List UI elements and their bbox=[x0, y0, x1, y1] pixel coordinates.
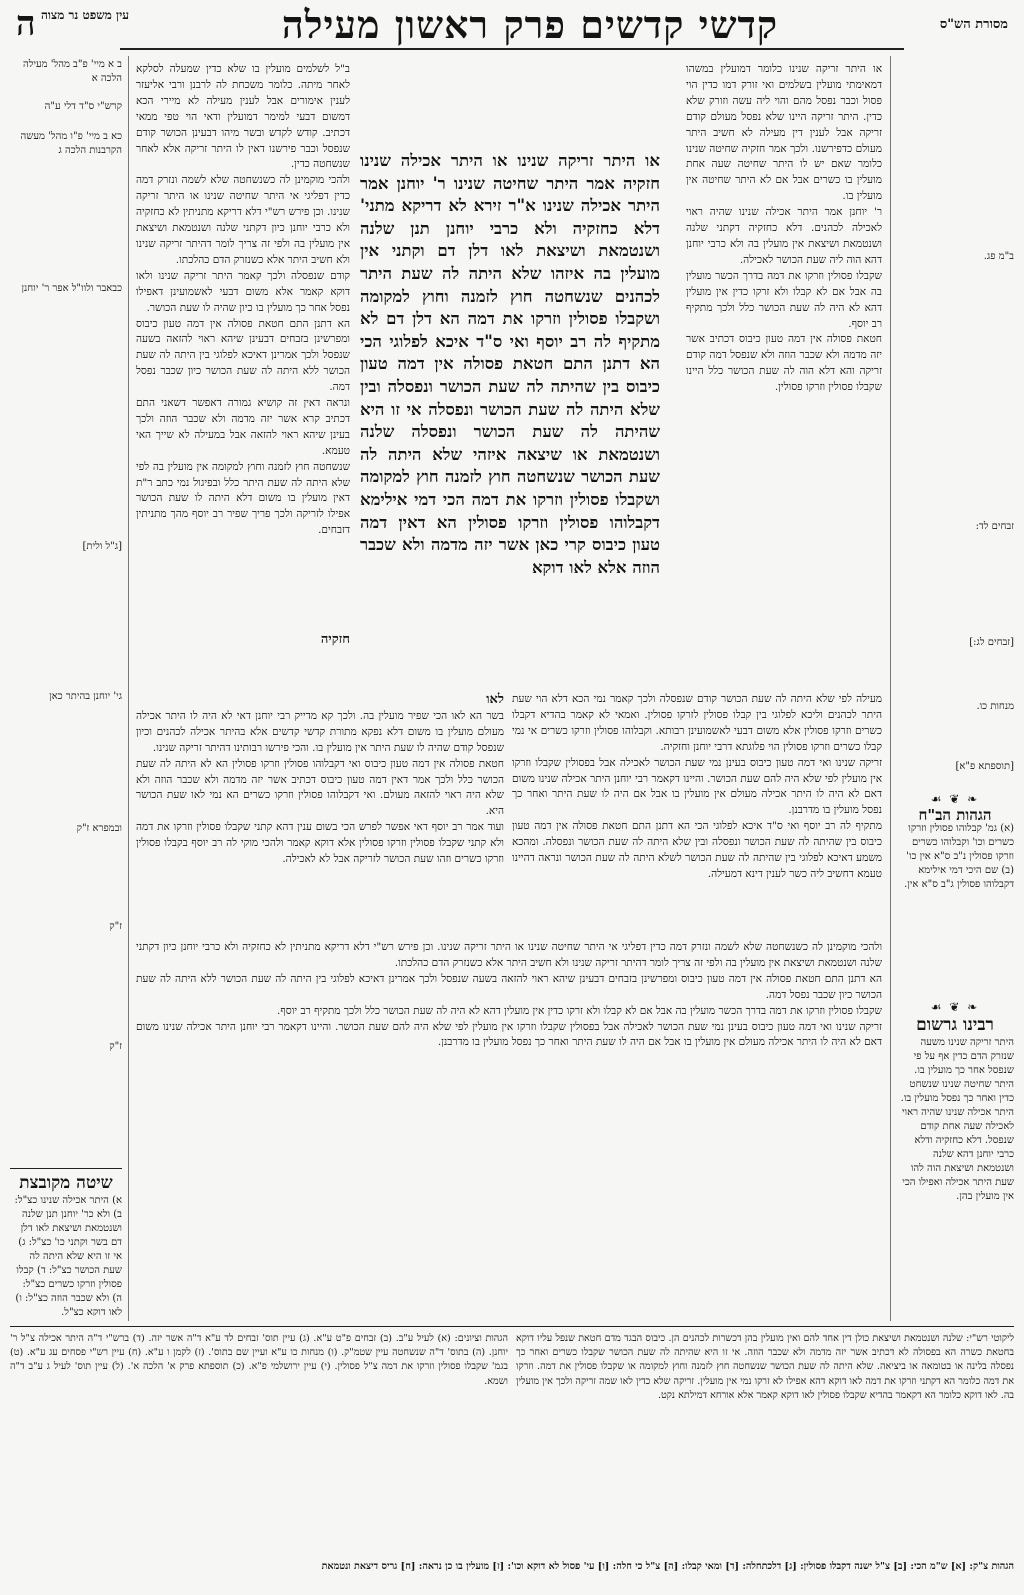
ein-mishpat-note: ובמפרא ז"ק bbox=[76, 823, 122, 834]
ein-mishpat-note: כא ב מיי' פ"ו מהל' מעשה הקרבנות הלכה ג bbox=[20, 131, 122, 156]
masoret-note: ב"מ פג. bbox=[983, 251, 1014, 262]
tosafot-paragraph: הא דתנן התם חטאת פסולה אין דמה טעון כיבוס ומפרשינן בזבחים דבעינן שיהא ראוי להזאה בשעה שנפסל ולכך אמרינן דאיכא לפלוגי בין היתה לה שעת הכושר ללא היתה לה שעת הכושר כיון שכבר נפסל דמה. bbox=[136, 317, 350, 394]
tosafot-column bbox=[136, 62, 350, 674]
lower-commentary-right bbox=[512, 692, 882, 934]
shita-mekubetzet-text: א) היתר אכילה שנינו כצ"ל: ב) ולא כר' יוחנן תנן שלנה ושנטמאת ושיצאת לאו דלן דם בשר וקתני כו' כצ"ל: ג) אי זו היא שלא היתה לה שעת הכושר כצ"ל: ד) קבלו פסולין וזרקו כשרים כצ"ל: ה) ולא שכבר הוזה כצ"ל: ו) לאו דוקא כצ"ל. bbox=[14, 1195, 122, 1316]
rashi-paragraph: ר' יוחנן אמר היתר אכילה שנינו שהיה ראוי לאכילה לכהנים. דלא כחזקיה דקתני שלנה ושנטמאת ושיצאת אין מועלין בה ולא כרבי יוחנן דהא הוה ליה שעת הכושר לאכילה. bbox=[686, 206, 882, 266]
masoret-hashas-label: מסורת הש"ס bbox=[939, 17, 1008, 32]
left-margin-rule bbox=[128, 56, 129, 1321]
tosafot-paragraph: ונראה דאין זה קושיא גמורה דאפשר דשאני התם דכתיב קרא אשר יזה מדמה ולא שכבר הוזה ולכך בעינן שיהא ראוי להזאה אבל במעילה לא שייך האי טעמא. bbox=[136, 397, 350, 457]
masoret-note: זבחים לד: bbox=[975, 521, 1014, 532]
lower-commentary-left bbox=[136, 692, 504, 934]
footnotes-left bbox=[10, 1332, 508, 1552]
hagahot-habach bbox=[896, 808, 1014, 892]
masoret-note: [תוספתא פ"א] bbox=[955, 761, 1014, 772]
commentary-paragraph: מעילה לפי שלא היתה לה שעת הכושר קודם שנפסלה ולכך קאמר נמי הכא דלא הוי שעת היתר לכהנים וליכא לפלוגי בין קבלו פסולין לזרקו פסולין. ואמאי לא קאמר בהדיא דקבלו כשרים וזרקו פסולין אלא משום דבעי לאשמועינן רבותא. וקבלוהו פסולין וזרקו כשרים אי נמי קבלו כשרים וזרקו פסולין הוי פלוגתא דרבי יוחנן וחזקיה. bbox=[512, 693, 882, 753]
right-margin-rule bbox=[890, 56, 891, 1321]
ein-mishpat-note: [ג"ל ולית] bbox=[82, 541, 122, 552]
tosafot-keyword-block bbox=[136, 632, 350, 682]
commentary-paragraph: שקבלו פסולין וזרקו את דמה בדרך הכשר מועלין בה אבל אם לא קבלו ולא זרקו כדין אין מועלין דהא לא היה לה שעת הכושר כלל ולכך מתקיף רב יוסף. bbox=[277, 1004, 882, 1017]
rashi-keyword: לאו bbox=[486, 692, 504, 707]
page-title: קדשי קדשים פרק ראשון מעילה bbox=[281, 2, 779, 47]
shita-mekubetzet-title: שיטה מקובצת bbox=[19, 1176, 113, 1193]
rashi-column bbox=[686, 62, 882, 682]
footnote-text: הגהות וציונים: (א) לעיל ע"ב. (ב) זבחים פ"ט ע"א. (ג) עיין תוס' זבחים לד ע"א ד"ה אשר יזה. (ד) ברש"י ד"ה היתר אכילה צ"ל ר' יוחנן. (ה) בתוס' ד"ה שנשחטה עיין שטמ"ק. (ו) מנחות כו ע"א ועיין שם בתוס'. (ז) לקמן ו ע"א. (ח) עיין רש"י פסחים עג ע"א. (ט) בגמ' שקבלו פסולין וזרקו את דמה צ"ל פסולין. (י) עיין ירושלמי פ"א. (כ) תוספתא פרק א' הלכה א'. (ל) עיין תוס' לעיל ג ע"ב ד"ה ושמא. bbox=[10, 1333, 508, 1387]
commentary-paragraph: זריקה שנינו ואי דמה טעון כיבוס בעינן נמי שעת הכושר לאכילה אבל בפסולין שקבלו וזרקו אין מועלין לפי שלא היה להם שעת הכושר. והיינו דקאמר רבי יוחנן היתר אכילה שנינו משום דאם לא היה לו היתר אכילה מעולם אין מועלין בו אבל אם היה לו שעת היתר ואחר כך נפסל מועלין בו מדרבנן. bbox=[136, 1020, 882, 1049]
commentary-paragraph: בשר הא לאו הכי שפיר מועלין בה. ולכך קא מדייק רבי יוחנן דאי לא היה לו היתר אכילה מעולם מועלין בו משום דלא נפקא מתורת קדשי קדשים אלא בהיתר אכילה לכהנים וכיון שנפסל קודם שהיה לו שעת היתר אין מועלין בו. והכי פירשו רבותינו דהיתר זריקה שנינו. bbox=[136, 709, 504, 754]
masoret-note: [זבחים לג:] bbox=[969, 637, 1014, 648]
tosafot-paragraph: ולהכי מוקמינן לה כשנשחטה שלא לשמה ונזרק דמה כדין דפליגי אי היתר שחיטה שנינו או היתר זריקה שנינו. וכן פירש רש"י דלא דריקא מתניתין לא כחזקיה ולא כרבי יוחנן כיון דקתני שלנה ושנטמאת ושיצאת אין מועלין בה ולפי זה צריך לומר דהיתר זריקה שנינו ולא חשיב היתר אלא כשנזרק הדם כהלכתו. bbox=[136, 174, 350, 266]
hagahot-tzion bbox=[10, 1560, 1014, 1590]
commentary-paragraph: ועוד אמר רב יוסף דאי אפשר לפרש הכי בשום ענין דהא קתני שקבלו פסולין וזרקו את דמה ולא קתני שקבלו פסולין וזרקו פסולין אלא דוקא קאמר ולהכי מוקי לה רב יוסף בקבלו פסולין וזרקו כשרים וזהו שעת הכושר לזריקה אבל לא לאכילה. bbox=[136, 821, 504, 866]
ein-mishpat-note: ב א מיי' פ"ב מהל' מעילה הלכה א bbox=[22, 59, 122, 84]
folio-number: ה bbox=[16, 4, 36, 44]
ein-mishpat-note: ז"ק bbox=[109, 921, 122, 932]
ein-mishpat-note: ז"ק bbox=[109, 1041, 122, 1052]
ornament-divider: ❧ ❦ ☙ bbox=[930, 792, 980, 806]
commentary-paragraph: זריקה שנינו ואי דמה טעון כיבוס בעינן נמי שעת הכושר לאכילה אבל בפסולין שקבלו וזרקו אין מועלין לפי שלא היה להם שעת הכושר. והיינו דקאמר רבי יוחנן היתר אכילה שנינו משום דאם לא היה לו היתר אכילה מעולם אין מועלין בו אבל אם היה לו שעת היתר ואחר כך נפסל מועלין בו מדרבנן. bbox=[512, 756, 882, 817]
masoret-note: מנחות כו. bbox=[976, 701, 1014, 712]
gemara-paragraph: או היתר זריקה שנינו או היתר אכילה שנינו חזקיה אמר היתר שחיטה שנינו ר' יוחנן אמר היתר אכילה שנינו א"ר זירא לא דריקא מתני' דלא כחזקיה ולא כרבי יוחנן תנן שלנה ושנטמאת ושיצאת לאו דלן דם וקתני אין מועלין בה איזהו שלא היתה לה שעת היתר לכהנים שנשחטה חוץ לזמנה וחוץ למקומה ושקבלו פסולין וזרקו את דמה הא דלן דם לא מתקיף לה רב יוסף ואי ס"ד איכא לפלוגי הכי הא דתנן התם חטאת פסולה אין דמה טעון כיבוס בין שהיתה לה שעת הכושר ונפסלה ובין שלא היתה לה שעת הכושר ונפסלה אי זו היא שהיתה לה שעת הכושר ונפסלה שלנה ושנטמאת או שיצאה איזהי שלא היתה לה שעת הכושר שנשחטה חוץ לזמנה חוץ למקומה ושקבלו פסולין וזרקו את דמה הכי דמי אילימא דקבלוהו פסולין וזרקו פסולין הא דאין דמה טעון כיבוס קרי כאן אשר יזה מדמה ולא שכבר הוזה אלא לאו דוקא bbox=[360, 151, 660, 577]
hagahot-habach-text: (א) גמ' קבלוהו פסולין וזרקו כשרים וכו' וקבלוהו כשרים וזרקו פסולין נ"ב ס"א אין כו' (ב) שם היכי דמי אילימא דקבלוהו פסולין ג"ב ס"א אין. bbox=[904, 823, 1014, 890]
rashi-paragraph: שקבלו פסולין וזרקו את דמה בדרך הכשר מועלין בה אבל אם לא קבלו ולא זרקו כדין אין מועלין דהא לא היה לה שעת הכושר כלל ולכך מתקיף רב יוסף. bbox=[686, 269, 882, 330]
tosafot-keyword: חזקיה bbox=[320, 632, 350, 647]
hagahot-tzion-text: הגהות צ"ק: [א] ש"מ הכי: [ב] צ"ל ישנה דקבלו פסולין: [ג] דלכתחלה: [ד] ומאי קבלו: [ה] צ"ל כי חלה: [ו] עי' פסול לא דוקא וכו': [ז] מועלין בו כן נראה: [ח] גריס דיצאת ונטמאת bbox=[321, 1561, 1014, 1572]
rashi-paragraph: חטאת פסולה אין דמה טעון כיבוס דכתיב אשר יזה מדמה ולא שכבר הוזה ולא שנפסל דמה קודם זריקה והא דלא הוה לה שעת הכושר כלל היינו שקבלו פסולין וזרקו פסולין. bbox=[686, 333, 882, 394]
ornament-divider: ❧ ❦ ☙ bbox=[930, 1000, 980, 1014]
tosafot-paragraph: קודם שנפסלה ולכך קאמר היתר זריקה שנינו ולאו דוקא קאמר אלא משום דבעי לאשמועינן דאפילו נפסל אחר כך מועלין בו כיון שהיה לו שעת הכושר. bbox=[136, 269, 350, 314]
gemara-text bbox=[360, 150, 660, 579]
shita-divider bbox=[10, 1168, 122, 1169]
commentary-paragraph: מתקיף לה רב יוסף ואי ס"ד איכא לפלוגי הכי הא דתנן התם חטאת פסולה אין דמה טעון כיבוס בין שהיתה לה שעת הכושר ונפסלה ובין שלא היתה לה שעת הכושר ונפסלה. ומהכא משמע דאיכא לפלוגי בין שהיתה לה שעת הכושר לשלא היתה לה שעת הכושר ונראה דהיינו טעמא דחשיב ליה כשר לענין דינא דמעילה. bbox=[512, 820, 882, 880]
rabbeinu-gershom-title: רבינו גרשום bbox=[916, 1018, 994, 1035]
ein-mishpat-note: קרש"י ס"ד דלי ע"ה bbox=[44, 101, 122, 112]
rashi-paragraph: או היתר זריקה שנינו כלומר דמועלין במשהו דמאימתי מועלין בשלמים ואי זורק דמו כדין הוי פסול וכבר נפסל מהם והוי ליה עשה וזורק שלא כדין. היתר זריקה היינו שלא נפסל מעולם קודם זריקה אבל לענין דין מעילה לא חשיב היתר מעולם כדפירשנו. ולכך אמר חזקיה שחיטה שנינו כלומר שאם יש לו היתר שחיטה שעה אחת מועלין בו כשרים אבל אם לא היתר שחיטה אין מועלין בו. bbox=[686, 63, 882, 203]
footnotes-right bbox=[516, 1332, 1014, 1552]
commentary-paragraph: ולהכי מוקמינן לה כשנשחטה שלא לשמה ונזרק דמה כדין דפליגי אי היתר שחיטה שנינו או היתר זריקה שנינו. וכן פירש רש"י דלא דריקא מתניתין לא כחזקיה ולא כרבי יוחנן כיון דקתני שלנה ושנטמאת ושיצאת אין מועלין בה ולפי זה צריך לומר דהיתר זריקה שנינו ולא חשיב היתר אלא כשנזרק הדם כהלכתו. bbox=[136, 941, 882, 969]
commentary-paragraph: חטאת פסולה אין דמה טעון כיבוס ואי דקבלוהו פסולין וזרקו פסולין הא לא היתה לה שעת הכושר כלל ולכך אמר דאין דמה טעון כיבוס דכתיב אשר יזה מדמה ולא שכבר הוזה ולא שלא היה ראוי להזאה מעולם. ואי דקבלוהו פסולין וזרקו כשרים הא נמי לאו שעת הכושר היא. bbox=[136, 757, 504, 818]
rabbeinu-gershom bbox=[896, 1018, 1014, 1318]
tosafot-paragraph: ב"ל לשלמים מועלין בו שלא כדין שמעלה לסלקא לאחר מיתה. כלומר משכחת לה לרבנן ורבי אליעזר לענין אימורים אבל לענין מעילה לא מיירי הכא דמשום דבעי למימר דמועלין ודאי הוי טפי ממאי דכתיב. קודש לקדש ובשר מיהו דבעינן הכושר קודם שנפסל וכבר פירשנו דאין לו היתר זריקה אלא לאחר שנשחטה כדין. bbox=[136, 63, 350, 171]
lower-commentary-full bbox=[136, 940, 882, 1318]
ein-mishpat-note: כבאבר ולוו"ל אפר ר' יוחנן bbox=[21, 283, 122, 294]
footnotes-divider bbox=[10, 1326, 1014, 1327]
commentary-paragraph: הא דתנן התם חטאת פסולה אין דמה טעון כיבוס ומפרשינן בזבחים דבעינן שיהא ראוי להזאה בשעה שנפסל ולכך אמרינן דאיכא לפלוגי בין היתה לה שעת הכושר ללא היתה לה שעת הכושר כיון שכבר נפסל דמה. bbox=[136, 972, 882, 1001]
ein-mishpat-note: גי' יוחנן בהיתר כאן bbox=[49, 691, 122, 702]
footnote-text: ליקוטי רש"י: שלנה ושנטמאת ושיצאת כולן דין אחד להם ואין מועלין בהן דכשרות לכהנים הן. כיבוס הבגד מדם חטאת שנפל עליו דוקא בחטאת כשרה הא בפסולה לא דכתיב אשר יזה מדמה ולא שכבר הוזה. אי זו היא שהיתה לה שעת הכושר שקבלו כשרים ואחר כך נפסלה בלינה או בטומאה או ביציאה. שלא היתה לה שעת הכושר שנשחטה חוץ לזמנה וחוץ למקומה או שקבלו פסולין את דמה. וזרקו את דמה כלומר הא דקתני וזרקו את דמה לאו דוקא דהא אפילו לא זרקו נמי אין מועלין. זריקה שלא כדין לאו שמה זריקה ולכך אין מועלין בה. לאו דוקא כלומר הא דקאמר בהדיא שקבלו פסולין לאו דוקא קאמר אלא אורחא דמילתא נקט. bbox=[516, 1333, 1014, 1401]
header-rule bbox=[120, 48, 904, 50]
tosafot-paragraph: שנשחטה חוץ לזמנה וחוץ למקומה אין מועלין בה לפי שלא היתה לה שעת היתר כלל ובפיגול נמי כתב ר"ת דאין מועלין בו משום דלא היתה לו שעת הכושר אפילו לזריקה ולכך פריך שפיר רב יוסף מהך מתניתין דזבחים. bbox=[136, 460, 350, 537]
rabbeinu-gershom-text: היתר זריקה שנינו משעה שנזרק הדם כדין אף על פי שנפסל אחר כך מועלין בו. היתר שחיטה שנינו שנשחט כדין ואחר כך נפסל מועלין בו. היתר אכילה שנינו שהיה ראוי לאכילה שעה אחת קודם שנפסל. דלא כחזקיה ודלא כרבי יוחנן דהא שלנה ושנטמאת ושיצאת הוה להו שעת היתר אכילה ואפילו הכי אין מועלין בהן. bbox=[900, 1037, 1014, 1202]
ein-mishpat-label: עין משפט נר מצוה bbox=[40, 8, 130, 22]
hagahot-habach-title: הגהות הב"ח bbox=[918, 806, 992, 824]
shita-mekubetzet bbox=[10, 1176, 122, 1316]
